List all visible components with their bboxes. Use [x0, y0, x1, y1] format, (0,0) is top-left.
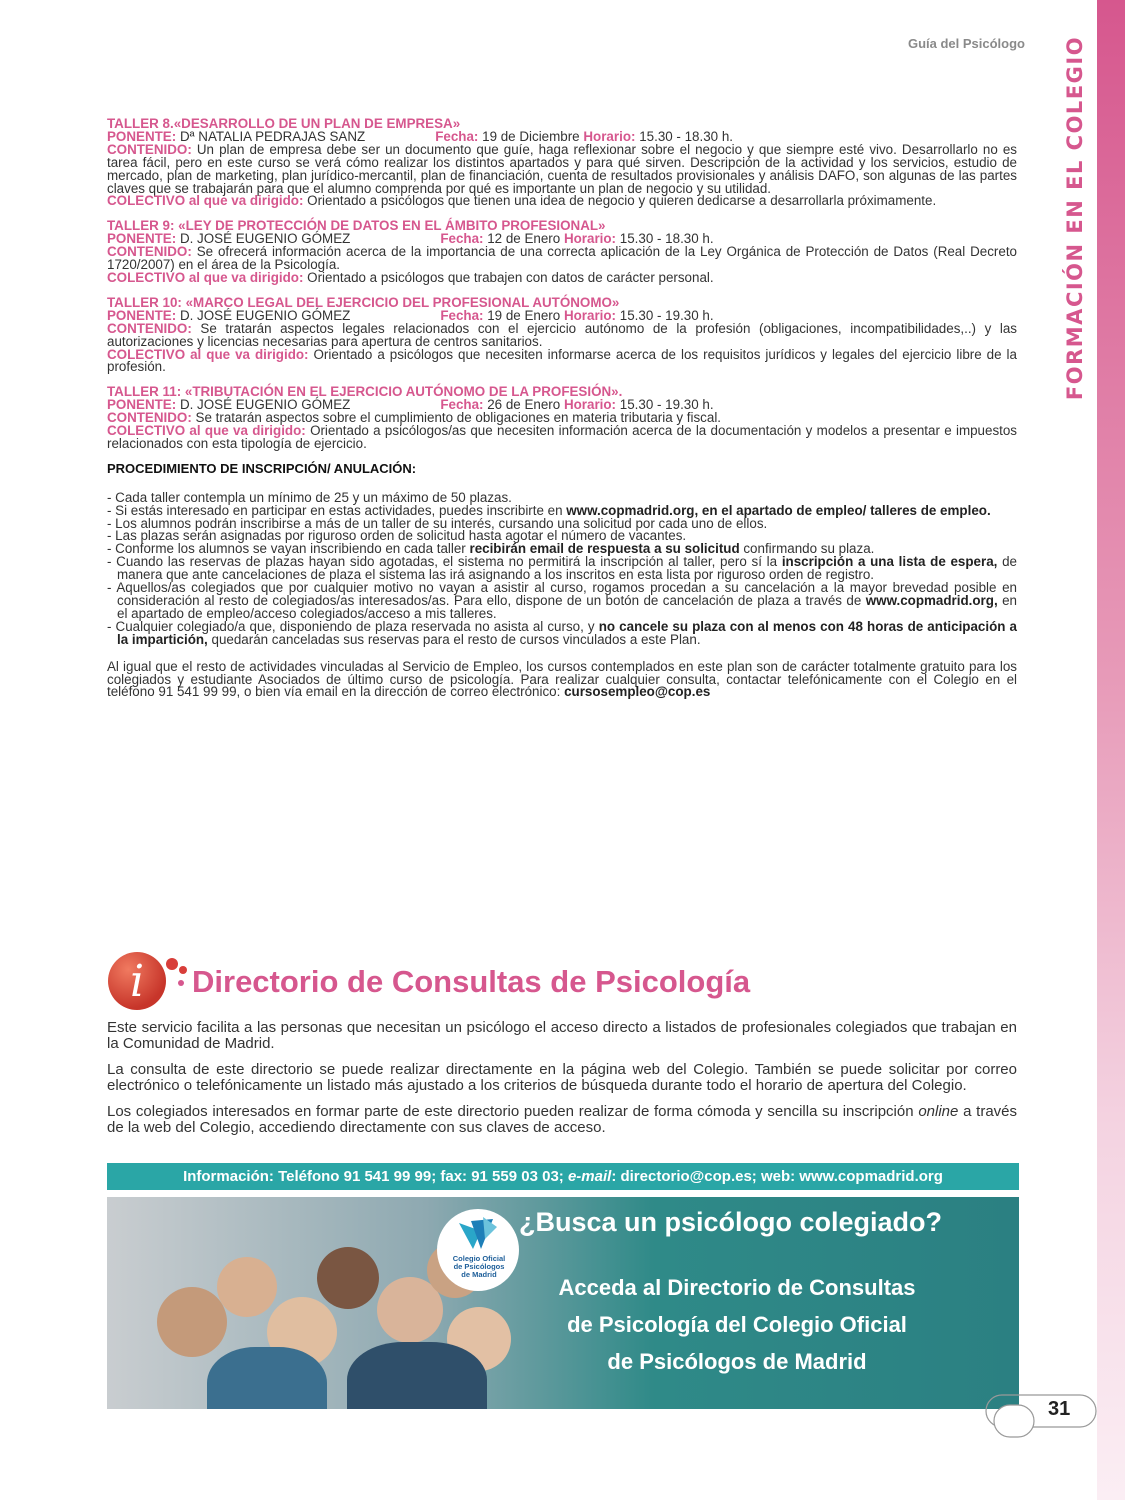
- banner-question: ¿Busca un psicólogo colegiado?: [519, 1207, 943, 1237]
- bubble-dot-icon: [179, 966, 187, 974]
- directory-paragraph: [107, 1104, 1017, 1136]
- contenido-text: Se ofrecerá información acerca de la importancia de una correcta aplicación de la Ley Orgánica de Protección de Datos (Real Decreto 1720/2007) en el área de la Psicología.: [107, 244, 1017, 273]
- banner-text: [527, 1269, 947, 1380]
- info-icon-letter: i: [129, 955, 145, 1007]
- procedure-text: - Si estás interesado en participar en estas actividades, puedes inscribirte en: [107, 502, 567, 518]
- colectivo-text: Orientado a psicólogos que necesiten informarse acerca de los requisitos jurídicos y legales del ejercicio libre de la profesión.: [107, 346, 1017, 375]
- procedure-text: - Conforme los alumnos se vayan inscribiendo en cada taller: [107, 541, 470, 557]
- taller-title: TALLER 9: «LEY DE PROTECCIÓN DE DATOS EN EL ÁMBITO PROFESIONAL»: [107, 218, 606, 234]
- procedure-item: [107, 556, 1017, 582]
- banner-line: Acceda al Directorio de Consultas: [558, 1275, 916, 1300]
- ponente-label: PONENTE:: [107, 128, 177, 144]
- taller-block: [107, 118, 1017, 208]
- logo-line: Psicólogos: [464, 1262, 505, 1271]
- bubble-dot-icon: [178, 980, 184, 986]
- ponente-name: D. JOSÉ EUGENIO GÓMEZ: [179, 231, 351, 247]
- procedure-text: en el apartado de empleo/acceso colegiados/acceso a mis talleres.: [117, 593, 1017, 621]
- colegio-logo: [437, 1209, 519, 1291]
- contenido-label: CONTENIDO:: [107, 410, 192, 426]
- info-text: : directorio@cop.es; web: www.copmadrid.org: [611, 1168, 943, 1185]
- fecha-label: Fecha:: [440, 307, 484, 323]
- section-title-text: FORMACIÓN EN EL COLEGIO: [1063, 35, 1087, 401]
- colectivo-label: COLECTIVO al que va dirigido:: [107, 269, 304, 285]
- info-text: Información: Teléfono 91 541 99 99; fax: 91 559 03 03;: [183, 1168, 568, 1185]
- fecha-value: 19 de Diciembre: [482, 128, 580, 144]
- ponente-label: PONENTE:: [107, 397, 177, 413]
- procedure-text: - Aquellos/as colegiados que por cualquier motivo no vayan a asistir al curso, rogamos procedan a su cancelación a la mayor brevedad posible en consideración al resto de colegiados/as interesados/as. Para ello, dispone de un botón de cancelación de plaza a través de: [107, 580, 1017, 608]
- closing-text: Al igual que el resto de actividades vinculadas al Servicio de Empleo, los cursos contemplados en este plan son de carácter totalmente gratuito para los colegiados y estudiante Asociados de último curso de psicología. Para realizar cualquier consulta, contactar telefónicamente con el Colegio en el teléfono 91 541 99 99, o bien vía email en la dirección de correo electrónico:: [107, 658, 1017, 700]
- taller-title: TALLER 11: «TRIBUTACIÓN EN EL EJERCICIO AUTÓNOMO DE LA PROFESIÓN».: [107, 384, 623, 400]
- taller-title: TALLER 10: «MARCO LEGAL DEL EJERCICIO DEL PROFESIONAL AUTÓNOMO»: [107, 294, 620, 310]
- procedure-text: - Cuando las reservas de plazas hayan sido agotadas, el sistema no permitirá la inscripción al taller, pero sí la: [107, 554, 782, 570]
- colectivo-text: Orientado a psicólogos/as que necesiten información acerca de la documentación y modelos a presentar e impuestos relacionados con esta tipología de ejercicio.: [107, 423, 1017, 451]
- horario-label: Horario:: [563, 397, 617, 413]
- procedure-text: - Cualquier colegiado/a que, disponiendo de plaza reservada no asista al curso, y: [107, 618, 599, 634]
- horario-value: 15.30 - 18.30 h.: [619, 231, 714, 247]
- procedure-text: quedarán canceladas sus reservas para el resto de cursos vinculados a este Plan.: [207, 631, 701, 647]
- section-vertical-title: [1055, 18, 1095, 418]
- directory-text-part: Los colegiados interesados en formar parte de este directorio pueden realizar de forma cómoda y sencilla su inscripción: [107, 1103, 919, 1120]
- bubble-dot-icon: [166, 958, 178, 970]
- page-number: 31: [1048, 1398, 1071, 1420]
- fecha-label: Fecha:: [440, 231, 484, 247]
- closing-email: cursosempleo@cop.es: [564, 684, 711, 700]
- contenido-label: CONTENIDO:: [107, 320, 192, 336]
- directory-text-part: a través de la web del Colegio, accediendo directamente con sus claves de acceso.: [107, 1103, 1017, 1136]
- side-color-bar: [1097, 0, 1125, 1500]
- contenido-label: CONTENIDO:: [107, 244, 192, 260]
- logo-text: [449, 1255, 509, 1279]
- page-number-frame: [980, 1389, 1098, 1439]
- contact-info-bar: [107, 1163, 1019, 1190]
- procedure-bold: recibirán email de respuesta a su solicitud: [469, 541, 740, 557]
- directory-title: Directorio de Consultas de Psicología: [192, 964, 751, 999]
- running-header: Guía del Psicólogo: [907, 36, 1025, 51]
- horario-value: 15.30 - 19.30 h.: [619, 307, 714, 323]
- person-face: [217, 1257, 277, 1317]
- taller-title: TALLER 8.«DESARROLLO DE UN PLAN DE EMPRESA»: [107, 116, 461, 131]
- horario-label: Horario:: [583, 128, 636, 144]
- info-icon: [108, 952, 166, 1010]
- procedure-text: - Las plazas serán asignadas por riguroso orden de solicitud hasta agotar el número de vacantes.: [107, 528, 687, 544]
- person-face: [157, 1287, 227, 1357]
- colectivo-text: Orientado a psicólogos que tienen una idea de negocio y quieren dedicarse a desarrollarla próximamente.: [307, 193, 937, 209]
- procedure-item: [107, 582, 1017, 621]
- fecha-value: 12 de Enero: [487, 231, 561, 247]
- horario-value: 15.30 - 19.30 h.: [619, 397, 714, 413]
- fecha-label: Fecha:: [435, 128, 479, 144]
- contenido-text: Se tratarán aspectos sobre el cumplimiento de obligaciones en materia tributaria y fiscal.: [195, 410, 722, 426]
- directory-heading: [96, 952, 1016, 1022]
- fecha-label: Fecha:: [440, 397, 484, 413]
- taller-block: [107, 294, 1017, 375]
- procedure-list: [107, 489, 1017, 647]
- procedure-text: - Cada taller contempla un mínimo de 25 y un máximo de 50 plazas.: [107, 489, 512, 505]
- directory-paragraph: Este servicio facilita a las personas que necesitan un psicólogo el acceso directo a listados de profesionales colegiados que trabajan en la Comunidad de Madrid.: [107, 1019, 1017, 1052]
- procedure-bold: www.copmadrid.org, en el apartado de empleo/ talleres de empleo.: [566, 502, 991, 518]
- logo-de: de: [453, 1262, 463, 1271]
- fecha-value: 19 de Enero: [487, 307, 561, 323]
- ponente-label: PONENTE:: [107, 307, 177, 323]
- ponente-name: D. JOSÉ EUGENIO GÓMEZ: [179, 397, 351, 413]
- ponente-name: Dª NATALIA PEDRAJAS SANZ: [179, 128, 366, 144]
- logo-line: Colegio Oficial: [452, 1254, 506, 1263]
- directory-paragraph: La consulta de este directorio se puede realizar directamente en la página web del Colegio. También se puede solicitar por correo electrónico o telefónicamente un listado más ajustado a los criterios de búsqueda durante todo el horario de apertura del Colegio.: [107, 1061, 1017, 1094]
- ponente-name: D. JOSÉ EUGENIO GÓMEZ: [179, 307, 351, 323]
- person-clothing: [207, 1347, 327, 1409]
- online-word: online: [918, 1103, 959, 1120]
- horario-label: Horario:: [563, 307, 617, 323]
- procedure-text: - Los alumnos podrán inscribirse a más de un taller de su interés, cursando una solicitud por cada uno de ellos.: [107, 515, 768, 531]
- colectivo-label: COLECTIVO al que va dirigido:: [107, 423, 306, 439]
- colectivo-label: COLECTIVO al que va dirigido:: [107, 346, 309, 362]
- info-email-label: e-mail: [567, 1168, 612, 1185]
- banner-line: de Psicología del Colegio Oficial: [567, 1312, 907, 1337]
- procedure-bold: no cancele su plaza con al menos con 48 horas de anticipación a la impartición,: [117, 618, 1017, 647]
- procedure-heading: PROCEDIMIENTO DE INSCRIPCIÓN/ ANULACIÓN:: [107, 460, 417, 476]
- logo-bird-icon: [437, 1209, 519, 1259]
- fecha-value: 26 de Enero: [487, 397, 561, 413]
- procedure-text: de manera que ante cancelaciones de plaza el sistema las irá asignando a los inscritos en esta lista por riguroso orden de registro.: [117, 554, 1017, 583]
- talleres-list: [107, 118, 1017, 451]
- colectivo-label: COLECTIVO al que va dirigido:: [107, 193, 304, 209]
- procedure-text: confirmando su plaza.: [739, 541, 875, 557]
- person-face: [317, 1247, 379, 1309]
- horario-label: Horario:: [563, 231, 617, 247]
- logo-line: de Madrid: [461, 1270, 497, 1279]
- banner-line: de Psicólogos de Madrid: [607, 1349, 867, 1374]
- procedure-bold: www.copmadrid.org,: [865, 593, 998, 608]
- main-content: [107, 118, 1017, 699]
- contenido-label: CONTENIDO:: [107, 141, 192, 157]
- procedure-bold: inscripción a una lista de espera,: [781, 554, 998, 570]
- taller-block: [107, 220, 1017, 285]
- closing-paragraph: [107, 658, 1017, 700]
- taller-block: [107, 386, 1017, 451]
- ponente-label: PONENTE:: [107, 231, 177, 247]
- colectivo-text: Orientado a psicólogos que trabajen con datos de carácter personal.: [307, 269, 714, 285]
- directory-text: [107, 1020, 1017, 1146]
- contenido-text: Se tratarán aspectos legales relacionados con el ejercicio autónomo de la profesión (obligaciones, incompatibilidades,..) y las autorizaciones y licencias necesarias para apertura de centros sanitarios.: [107, 320, 1017, 349]
- horario-value: 15.30 - 18.30 h.: [639, 128, 734, 144]
- person-clothing: [347, 1342, 487, 1409]
- procedure-item: [107, 618, 1017, 647]
- directory-banner: [107, 1197, 1019, 1409]
- contenido-text: Un plan de empresa debe ser un documento que guíe, haga reflexionar sobre el negocio y que siempre esté vivo. Desarrollarlo no es tarea fácil, pero en este curso se verá cómo realizar los distintos apartados y para qué sirven. Descripción de la actividad y los servicios, estudio de mercado, plan de marketing, plan jurídico-mercantil, plan de financiación, cuenta de resultados provisionales y análisis DAFO, son algunas de las partes claves que se trabajarán para que el alumno comprenda por qué es importante un plan de negocio y su utilidad.: [107, 141, 1017, 196]
